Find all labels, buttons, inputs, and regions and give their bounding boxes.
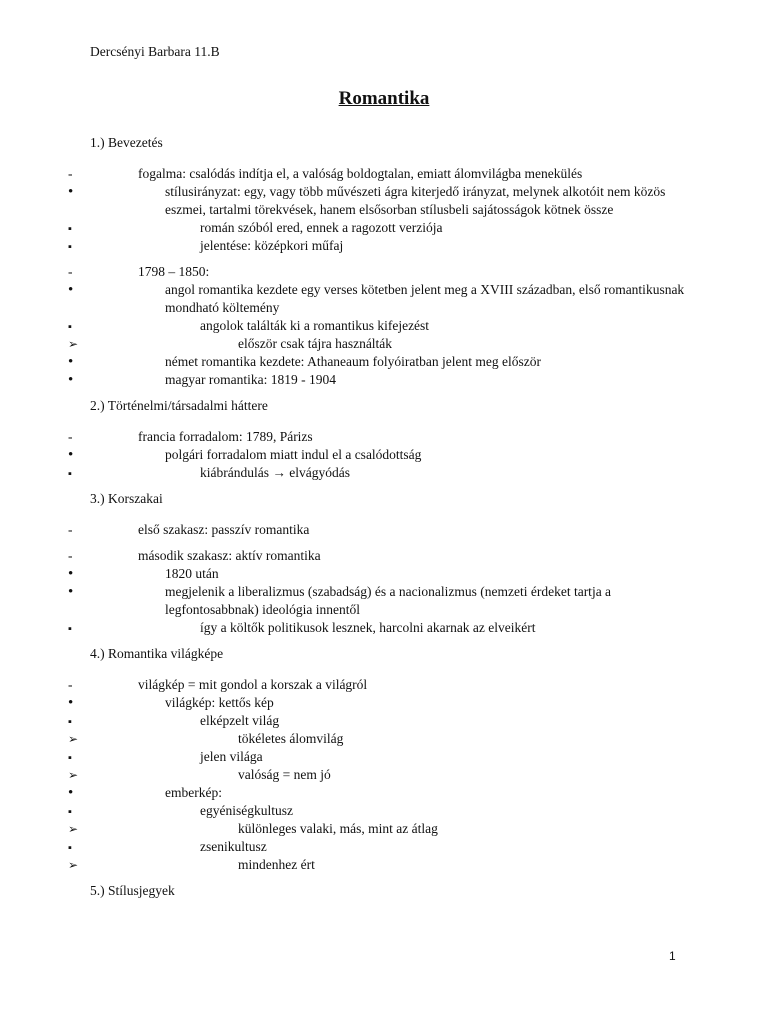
list-item: ➢ mindenhez ért [90, 856, 690, 874]
list-item: • megjelenik a liberalizmus (szabadság) és a nacionalizmus (nemzeti érdeket tartja a legfontosabbnak) ideológia innentől [90, 583, 690, 619]
list-item: • magyar romantika: 1819 - 1904 [90, 371, 690, 389]
dash-marker [68, 165, 88, 183]
bullet-marker [68, 694, 88, 712]
list-item: ▪ román szóból ered, ennek a ragozott verziója [90, 219, 690, 237]
arrow-bullet-icon [68, 820, 88, 838]
arrow-bullet-icon [68, 856, 88, 874]
list-item: ➢ tökéletes álomvilág [90, 730, 690, 748]
list-item: • 1820 után [90, 565, 690, 583]
bullet-marker [68, 353, 88, 371]
list-item: ➢ először csak tájra használták [90, 335, 690, 353]
list-item: - fogalma: csalódás indítja el, a valóság boldogtalan, emiatt álomvilágba menekülés [90, 165, 690, 183]
square-bullet-marker [68, 317, 88, 336]
square-bullet-marker [68, 802, 88, 821]
list-item: - világkép = mit gondol a korszak a világról [90, 676, 690, 694]
list-item: - első szakasz: passzív romantika [90, 521, 690, 539]
list-item: • német romantika kezdete: Athaneaum folyóiratban jelent meg először [90, 353, 690, 371]
bullet-marker [68, 784, 88, 802]
list-item: ▪ kiábrándulás → elvágyódás [90, 464, 690, 482]
list-item: • polgári forradalom miatt indul el a csalódottság [90, 446, 690, 464]
document-body [90, 134, 690, 913]
list-item: • angol romantika kezdete egy verses kötetben jelent meg a XVIII században, első romantikusnak mondható költemény [90, 281, 690, 317]
page-number: 1 [669, 949, 676, 963]
bullet-marker [68, 565, 88, 583]
dash-marker [68, 676, 88, 694]
list-item: - második szakasz: aktív romantika [90, 547, 690, 565]
dash-marker [68, 521, 88, 539]
dash-marker [68, 263, 88, 281]
list-item: - francia forradalom: 1789, Párizs [90, 428, 690, 446]
list-item: • stílusirányzat: egy, vagy több művészeti ágra kiterjedő irányzat, melynek alkotóit nem közös eszmei, tartalmi törekvések, hanem elsősorban stílusbeli sajátosságok kötnek össze [90, 183, 690, 219]
square-bullet-marker [68, 219, 88, 238]
dash-marker [68, 547, 88, 565]
square-bullet-marker [68, 748, 88, 767]
bullet-marker [68, 281, 88, 299]
square-bullet-marker [68, 464, 88, 483]
bullet-marker [68, 371, 88, 389]
page-header: Dercsényi Barbara 11.B [90, 44, 220, 59]
list-item: ▪ jelentése: középkori műfaj [90, 237, 690, 255]
list-item: ▪ zsenikultusz [90, 838, 690, 856]
list-item: - 1798 – 1850: [90, 263, 690, 281]
dash-marker [68, 428, 88, 446]
list-item: • világkép: kettős kép [90, 694, 690, 712]
document-title: Romantika [338, 88, 430, 109]
section-heading-3: 3.) Korszakai [90, 491, 163, 506]
bullet-marker [68, 183, 88, 201]
list-item: ▪ jelen világa [90, 748, 690, 766]
list-item: ▪ egyéniségkultusz [90, 802, 690, 820]
list-item: ➢ valóság = nem jó [90, 766, 690, 784]
list-item: ▪ így a költők politikusok lesznek, harcolni akarnak az elveikért [90, 619, 690, 637]
square-bullet-marker [68, 712, 88, 731]
square-bullet-marker [68, 237, 88, 256]
section-heading-5: 5.) Stílusjegyek [90, 883, 175, 898]
list-item: ▪ angolok találták ki a romantikus kifejezést [90, 317, 690, 335]
square-bullet-marker [68, 838, 88, 857]
arrow-bullet-icon [68, 730, 88, 748]
section-heading-2: 2.) Történelmi/társadalmi háttere [90, 398, 268, 413]
list-item: ▪ elképzelt világ [90, 712, 690, 730]
section-heading-4: 4.) Romantika világképe [90, 646, 224, 661]
bullet-marker [68, 583, 88, 601]
square-bullet-marker [68, 619, 88, 638]
list-item: • emberkép: [90, 784, 690, 802]
arrow-bullet-icon [68, 335, 88, 353]
section-heading-1: 1.) Bevezetés [90, 135, 163, 150]
bullet-marker [68, 446, 88, 464]
list-item: ➢ különleges valaki, más, mint az átlag [90, 820, 690, 838]
arrow-bullet-icon [68, 766, 88, 784]
